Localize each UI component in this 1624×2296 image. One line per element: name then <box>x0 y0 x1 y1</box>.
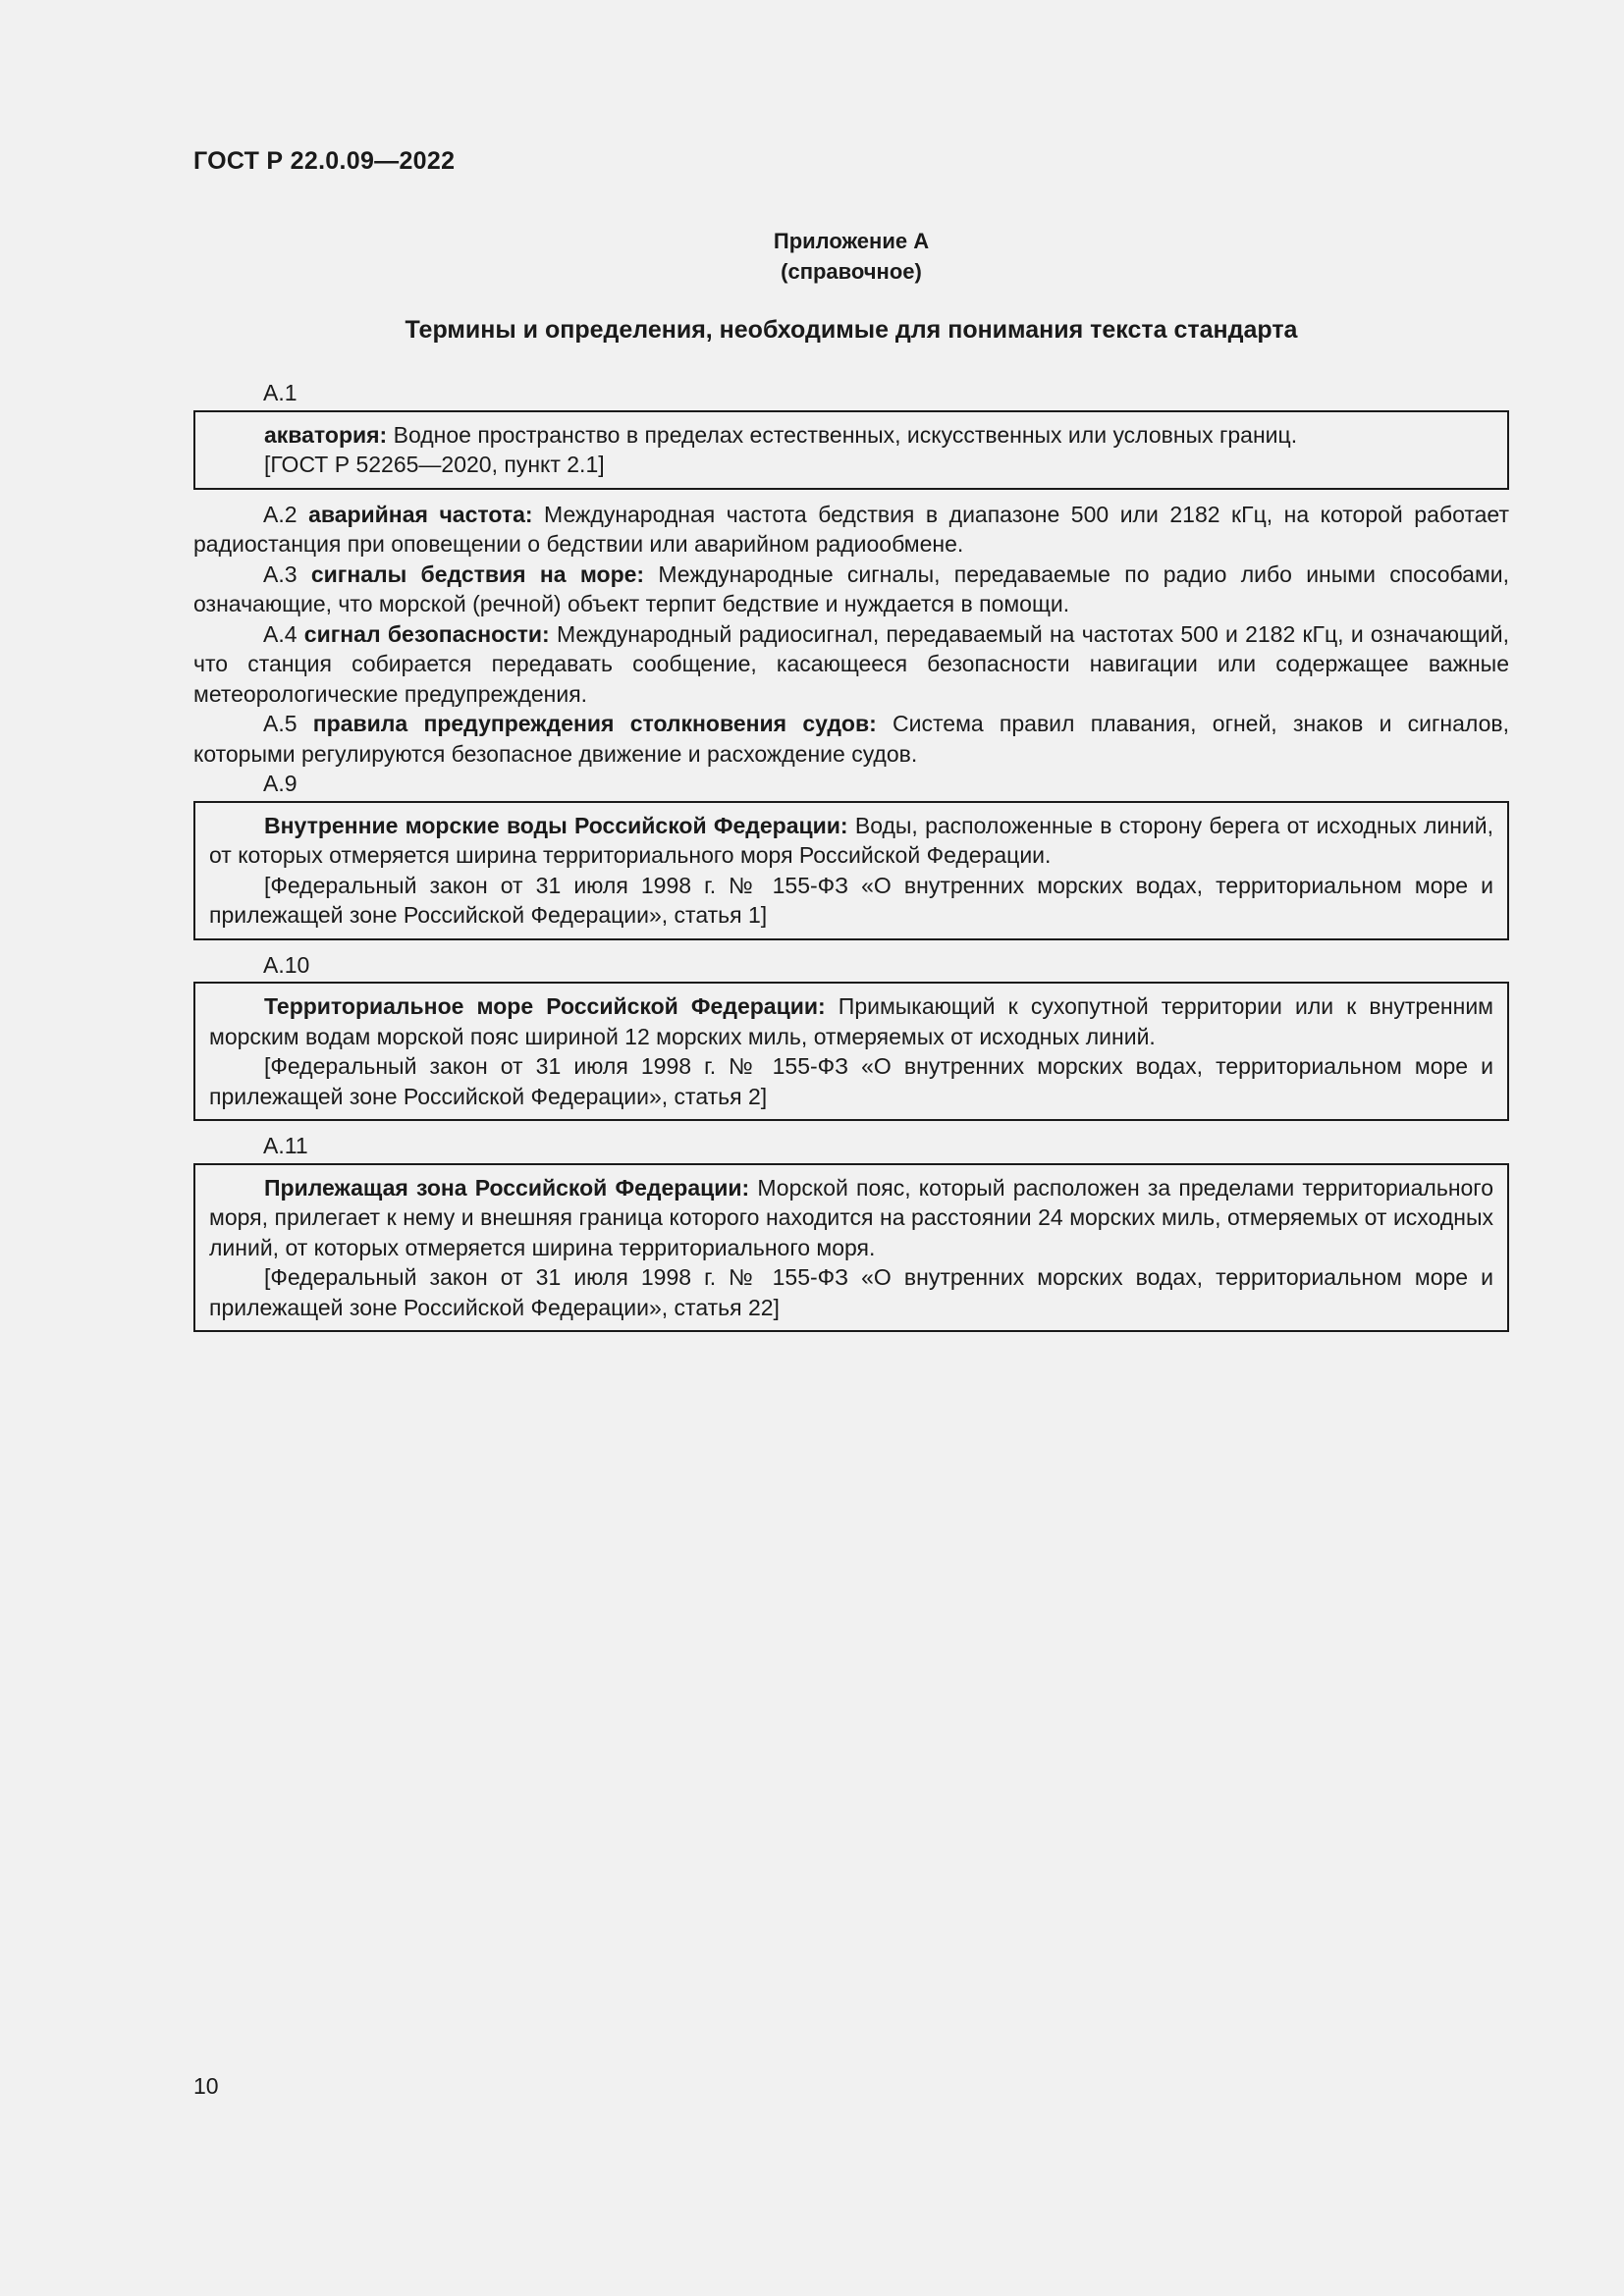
term-definition: Примыкающий к сухопутной территории или к внутренним морским водам морской пояс шириной 12 морских миль, отмеряемых от исходных линий. <box>209 993 1493 1049</box>
term-name: Прилежащая зона Российской Федерации: <box>264 1174 750 1201</box>
term-entry-a3 <box>193 560 1509 619</box>
term-entry-a9 <box>209 811 1493 871</box>
term-source: [Федеральный закон от 31 июля 1998 г. № 155-ФЗ «О внутренних морских водах, территориальном море и прилежащей зоне Российской Федерации», статья 1] <box>209 872 1493 928</box>
term-number: А.3 <box>263 561 311 587</box>
term-entry-a10 <box>209 991 1493 1051</box>
appendix-status: (справочное) <box>781 259 922 284</box>
term-definition: Международный радиосигнал, передаваемый на частотах 500 и 2182 кГц, и означающий, что станция собирается передавать сообщение, касающееся безопасности навигации или содержащее важные метеорологические предупреждения. <box>193 620 1510 707</box>
term-number: А.2 <box>263 501 309 527</box>
term-source: [Федеральный закон от 31 июля 1998 г. № 155-ФЗ «О внутренних морских водах, территориальном море и прилежащей зоне Российской Федерации», статья 2] <box>209 1053 1493 1109</box>
term-box-a10 <box>193 982 1509 1121</box>
appendix-label: Приложение А <box>773 229 930 253</box>
term-number: А.5 <box>263 711 313 736</box>
term-box-a11 <box>193 1163 1509 1333</box>
term-definition: Воды, расположенные в сторону берега от исходных линий, от которых отмеряется ширина территориального моря Российской Федерации. <box>209 812 1493 868</box>
term-definition: Международные сигналы, передаваемые по радио либо иными способами, означающие, что морской (речной) объект терпит бедствие и нуждается в помощи. <box>193 561 1510 616</box>
term-name: сигнал безопасности: <box>303 620 550 647</box>
term-box-a9 <box>193 801 1509 940</box>
term-name: Внутренние морские воды Российской Федерации: <box>264 812 848 838</box>
term-entry-a1 <box>209 420 1493 451</box>
term-definition: Морской пояс, который расположен за пределами территориального моря, прилегает к нему и внешняя граница которого находится на расстоянии 24 морских миль, отмеряемых от исходных линий, от которых отмеряется ширина территориального моря. <box>209 1174 1493 1260</box>
term-number: А.4 <box>263 620 304 647</box>
term-number-a10: А.10 <box>263 951 310 978</box>
term-name: аварийная частота: <box>308 501 533 527</box>
term-definition: Водное пространство в пределах естественных, искусственных или условных границ. <box>387 421 1298 448</box>
term-definition: Система правил плавания, огней, знаков и сигналов, которыми регулируются безопасное движение и расхождение судов. <box>193 711 1509 767</box>
appendix-heading <box>193 226 1509 287</box>
term-box-a1 <box>193 410 1509 490</box>
term-name: правила предупреждения столкновения судов: <box>312 711 877 736</box>
term-name: сигналы бедствия на море: <box>310 561 645 587</box>
term-number-a11: А.11 <box>263 1133 308 1158</box>
term-definition: Международная частота бедствия в диапазоне 500 или 2182 кГц, на которой работает радиостанция при оповещении о бедствии или аварийном радиообмене. <box>193 501 1509 557</box>
term-source: [ГОСТ Р 52265—2020, пункт 2.1] <box>264 452 605 477</box>
document-id: ГОСТ Р 22.0.09—2022 <box>193 147 456 175</box>
appendix-title: Термины и определения, необходимые для понимания текста стандарта <box>405 316 1298 344</box>
term-entry-a11 <box>209 1173 1493 1263</box>
term-number-a9: А.9 <box>263 771 298 796</box>
term-entry-a5 <box>193 709 1509 769</box>
terms-list <box>193 378 1509 1342</box>
term-number-a1: А.1 <box>263 380 298 405</box>
term-entry-a4 <box>193 619 1509 710</box>
term-source: [Федеральный закон от 31 июля 1998 г. № 155-ФЗ «О внутренних морских водах, территориальном море и прилежащей зоне Российской Федерации», статья 22] <box>209 1264 1493 1320</box>
page-number: 10 <box>193 2073 219 2099</box>
term-name: Территориальное море Российской Федерации: <box>264 993 826 1019</box>
term-entry-a2 <box>193 500 1509 560</box>
term-name: акватория: <box>264 421 388 448</box>
